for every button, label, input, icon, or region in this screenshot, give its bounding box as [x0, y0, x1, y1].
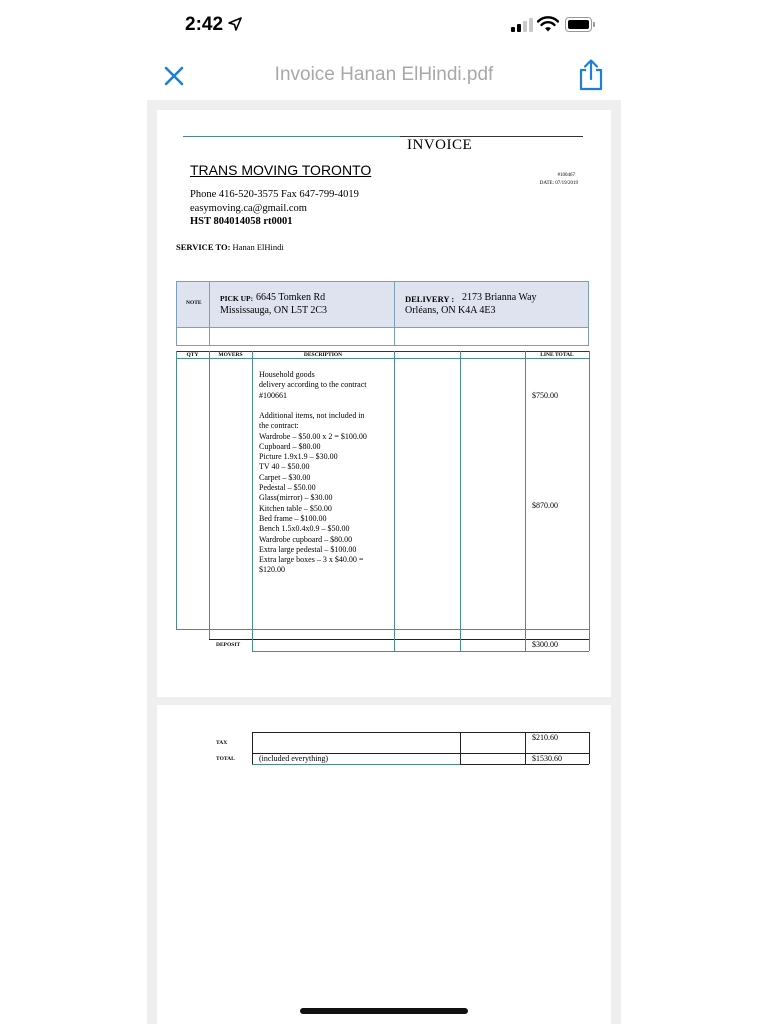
invoice-title: INVOICE — [407, 137, 473, 153]
pickup-line1: 6645 Tomken Rd — [256, 292, 326, 303]
description-line: Picture 1.9x1.9 – $30.00 — [259, 452, 338, 462]
battery-icon — [565, 17, 595, 32]
invoice-number: #100467 — [557, 173, 575, 178]
description-line: Cupboard – $80.00 — [259, 441, 321, 451]
description-line: Additional items, not included in — [259, 410, 365, 420]
delivery-line1: 2173 Brianna Way — [462, 292, 537, 303]
document-title: Invoice Hanan ElHindi.pdf — [274, 64, 494, 85]
invoice-date: DATE: 07/19/2019 — [539, 181, 578, 186]
service-to-label: SERVICE TO: — [176, 242, 231, 252]
col-header-description: DESCRIPTION — [303, 352, 343, 358]
signal-icon — [511, 18, 533, 32]
p2-col-line-2 — [460, 732, 461, 764]
pickup-line2: Mississauga, ON L5T 2C3 — [220, 305, 328, 316]
note-label: NOTE — [186, 300, 202, 306]
description-line: Pedestal – $50.00 — [259, 483, 316, 492]
description-line: Wardrobe – $50.00 x 2 = $100.00 — [259, 431, 367, 441]
col-line-3 — [394, 351, 395, 651]
table-header-rule — [176, 358, 589, 359]
total-note: (included everything) — [259, 754, 329, 763]
line-total-1: $750.00 — [532, 391, 558, 400]
description-line: Wardrobe cupboard – $80.00 — [259, 534, 353, 544]
status-bar — [0, 0, 768, 52]
delivery-line2: Orléans, ON K4A 4E3 — [405, 305, 496, 316]
col-line-0 — [176, 351, 177, 629]
table-bottom-rule — [176, 629, 589, 630]
col-line-6 — [589, 351, 590, 651]
home-indicator[interactable] — [300, 1008, 468, 1014]
description-line: Household goods — [259, 370, 315, 379]
col-line-4 — [460, 351, 461, 651]
description-line: Extra large pedestal – $100.00 — [259, 544, 357, 554]
description-line: #100661 — [259, 390, 287, 400]
company-email: easymoving.ca@gmail.com — [190, 203, 307, 214]
description-line: $120.00 — [259, 565, 285, 575]
wifi-icon — [537, 16, 559, 32]
nav-bar — [0, 52, 768, 100]
total-value: $1530.60 — [532, 754, 562, 763]
tax-label: TAX — [216, 740, 228, 746]
description-line: delivery according to the contract — [259, 380, 367, 390]
delivery-label: DELIVERY : — [405, 294, 455, 304]
line-total-2: $870.00 — [532, 501, 558, 510]
status-time: 2:42 — [185, 14, 224, 35]
col-line-1 — [209, 351, 210, 639]
company-hst: HST 804014058 rt0001 — [190, 216, 293, 227]
address-band-row2 — [176, 328, 589, 346]
share-icon[interactable] — [576, 58, 606, 92]
deposit-bottom-rule — [252, 651, 589, 652]
col-line-5 — [525, 351, 526, 651]
address-divider — [394, 281, 395, 346]
company-name: TRANS MOVING TORONTO — [190, 162, 372, 178]
deposit-value: $300.00 — [532, 640, 558, 649]
description-line: Glass(mirror) – $30.00 — [259, 493, 333, 503]
col-header-line-total: LINE TOTAL — [540, 352, 574, 358]
description-line: Bench 1.5x0.4x0.9 – $50.00 — [259, 524, 350, 534]
total-label: TOTAL — [216, 756, 235, 762]
deposit-label: DEPOSIT — [216, 642, 241, 648]
total-note-underline — [252, 764, 460, 765]
description-line: TV 40 – $50.00 — [259, 462, 310, 472]
description-line: Kitchen table – $50.00 — [259, 503, 332, 513]
location-arrow-icon — [228, 17, 242, 31]
tax-value: $210.60 — [532, 733, 558, 742]
col-header-qty: QTY — [186, 352, 199, 358]
description-line: Extra large boxes – 3 x $40.00 = — [259, 555, 364, 565]
company-phone: Phone 416-520-3575 Fax 647-799-4019 — [190, 189, 359, 200]
service-to-name: Hanan ElHindi — [232, 242, 284, 252]
description-line: Bed frame – $100.00 — [259, 513, 327, 523]
p2-col-line-3 — [525, 732, 526, 764]
note-divider — [209, 281, 210, 346]
description-line: the contract: — [259, 421, 299, 431]
service-to — [176, 242, 284, 252]
p2-col-line-4 — [589, 732, 590, 764]
col-line-2 — [252, 351, 253, 651]
col-header-movers: MOVERS — [218, 352, 243, 358]
pickup-label: PICK UP: — [220, 294, 254, 303]
description-line: Carpet – $30.00 — [259, 472, 311, 482]
p2-col-line-1 — [252, 732, 253, 764]
